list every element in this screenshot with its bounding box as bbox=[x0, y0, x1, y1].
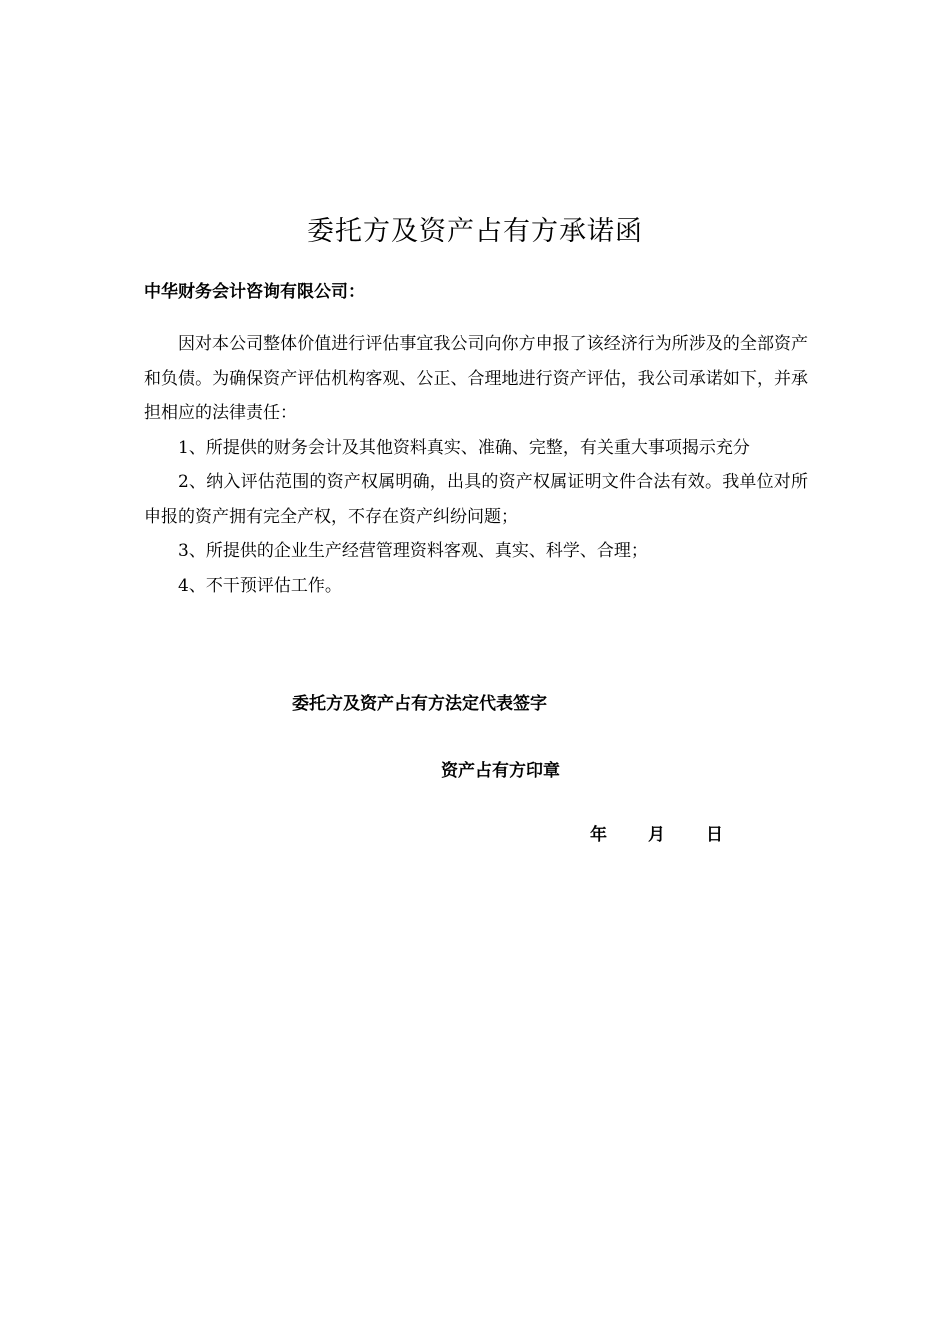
document-body bbox=[144, 327, 808, 603]
salutation: 中华财务会计咨询有限公司： bbox=[144, 282, 365, 302]
date-line bbox=[590, 821, 723, 849]
date-year: 年 bbox=[590, 825, 607, 845]
date-month: 月 bbox=[648, 825, 665, 845]
document-title: 委托方及资产占有方承诺函 bbox=[307, 216, 643, 247]
paragraph-item-4: 4、不干预评估工作。 bbox=[178, 575, 342, 596]
paragraph-item-2: 2、纳入评估范围的资产权属明确，出具的资产权属证明文件合法有效。我单位对所申报的资产拥有完全产权，不存在资产纠纷问题； bbox=[144, 472, 808, 527]
paragraph-intro: 因对本公司整体价值进行评估事宜我公司向你方申报了该经济行为所涉及的全部资产和负债。为确保资产评估机构客观、公正、合理地进行资产评估，我公司承诺如下，并承担相应的法律责任： bbox=[144, 334, 808, 423]
date-day: 日 bbox=[706, 825, 723, 845]
paragraph-item-3: 3、所提供的企业生产经营管理资料客观、真实、科学、合理； bbox=[178, 541, 648, 561]
paragraph-item-1: 1、所提供的财务会计及其他资料真实、准确、完整，有关重大事项揭示充分 bbox=[178, 437, 750, 458]
signature-representative: 委托方及资产占有方法定代表签字 bbox=[292, 694, 547, 714]
signature-seal: 资产占有方印章 bbox=[441, 761, 560, 781]
